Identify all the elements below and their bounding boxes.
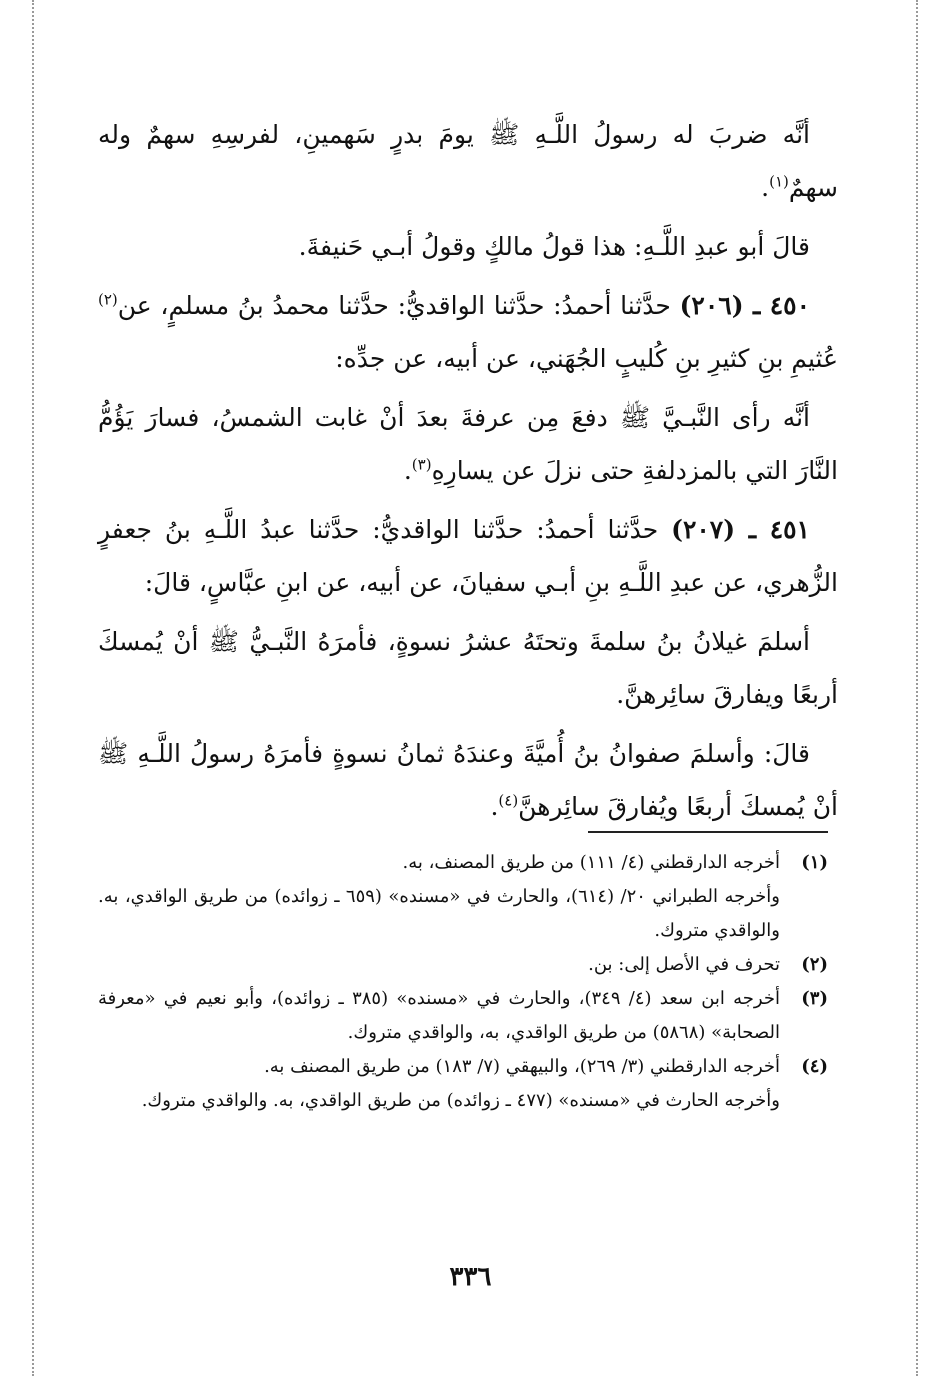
footnote-ref-1: (١) — [769, 172, 789, 191]
footnote-line: تحرف في الأصل إلى: بن. — [588, 954, 780, 975]
footnote-ref-4: (٤) — [498, 791, 519, 810]
matn-text: أنَّه رأى النَّبـيَّ ﷺ دفعَ مِن عرفةَ بعدَ أنْ غابت الشمسُ، فسارَ يَؤُمُّ النَّارَ التي بالمزدلفةِ حتى نزلَ عن يسارِهِ — [98, 403, 838, 485]
hadith-451 — [98, 503, 838, 609]
isnad-text: حدَّثنا أحمدُ: حدَّثنا الواقديُّ: حدَّثنا عبدُ اللَّـهِ بنُ جعفرٍ الزُّهري، عن عبدِ اللَّـهِ بنِ أبـي سفيانَ، عن أبيه، عن ابنِ عبَّاسٍ، قالَ: — [98, 515, 838, 597]
footnote-body — [98, 982, 780, 1050]
footnote-body — [98, 948, 780, 982]
footnote-separator — [588, 831, 828, 833]
period: . — [761, 173, 770, 202]
footnote-line: أخرجه الدارقطني (٣/ ٢٦٩)، والبيهقي (٧/ ١٨٣) من طريق المصنف به. — [264, 1056, 780, 1077]
footnote-body — [98, 846, 780, 948]
period: . — [490, 792, 499, 821]
hadith-number: ٤٥٠ ـ (٢٠٦) — [679, 291, 811, 320]
footnote-2 — [98, 948, 828, 982]
footnote-line: وأخرجه الطبراني ٢٠/ (٦١٤)، والحارث في «مسنده» (٦٥٩ ـ زوائده) من طريق الواقدي، به. والواقدي متروك. — [98, 886, 780, 941]
scan-margin-line-right — [916, 0, 918, 1376]
paragraph-7 — [98, 727, 838, 833]
paragraph-text: قالَ أبو عبدِ اللَّـهِ: هذا قولُ مالكٍ وقولُ أبـي حَنيفةَ. — [298, 232, 810, 261]
footnote-number: (٢) — [801, 954, 828, 975]
footnote-line: أخرجه الدارقطني (٤/ ١١١) من طريق المصنف، به. — [402, 852, 780, 873]
main-text — [98, 108, 838, 839]
matn-text: أسلمَ غيلانُ بنُ سلمةَ وتحتَهُ عشرُ نسوةٍ، فأمرَهُ النَّبـيُّ ﷺ أنْ يُمسكَ أربعًا ويفارقَ سائِرهنَّ. — [98, 627, 838, 709]
period: . — [403, 456, 412, 485]
isnad-text-cont: عُثيمِ بنِ كثيرِ بنِ كُليبٍ الجُهَني، عن أبيه، عن جدِّه: — [335, 344, 838, 373]
footnote-4 — [98, 1050, 828, 1118]
footnote-line: أخرجه ابن سعد (٤/ ٣٤٩)، والحارث في «مسنده» (٣٨٥ ـ زوائده)، وأبو نعيم في «معرفة الصحابة» (٥٨٦٨) من طريق الواقدي، به، والواقدي متروك. — [98, 988, 780, 1043]
paragraph-4 — [98, 391, 838, 497]
footnote-ref-3: (٣) — [411, 455, 432, 474]
footnote-line: وأخرجه الحارث في «مسنده» (٤٧٧ ـ زوائده) من طريق الواقدي، به. والواقدي متروك. — [141, 1090, 780, 1111]
page-number: ٣٣٦ — [449, 1262, 492, 1292]
hadith-450 — [98, 279, 838, 385]
footnote-number: (٣) — [801, 988, 828, 1009]
footnotes — [98, 846, 828, 1118]
footnote-3 — [98, 982, 828, 1050]
hadith-number: ٤٥١ ـ (٢٠٧) — [671, 515, 810, 544]
footnote-number: (١) — [801, 852, 828, 873]
footnote-1 — [98, 846, 828, 948]
footnote-ref-2: (٢) — [98, 290, 118, 309]
scan-margin-line-left — [32, 0, 34, 1376]
matn-text: قالَ: وأسلمَ صفوانُ بنُ أُميَّةَ وعندَهُ ثمانُ نسوةٍ فأمرَهُ رسولُ اللَّـهِ ﷺ أنْ يُمسكَ أربعًا ويُفارقَ سائِرهنَّ — [98, 739, 838, 821]
paragraph-1 — [98, 108, 838, 214]
paragraph-text: أنَّه ضربَ له رسولُ اللَّـهِ ﷺ يومَ بدرٍ سَهمينِ، لفرسِهِ سهمٌ وله سهمٌ — [98, 120, 838, 202]
paragraph-6 — [98, 615, 838, 721]
isnad-text: حدَّثنا أحمدُ: حدَّثنا الواقديُّ: حدَّثنا محمدُ بنُ مسلمٍ، عن — [117, 291, 671, 320]
footnote-body — [98, 1050, 780, 1118]
footnote-number: (٤) — [801, 1056, 828, 1077]
paragraph-2 — [98, 220, 838, 273]
